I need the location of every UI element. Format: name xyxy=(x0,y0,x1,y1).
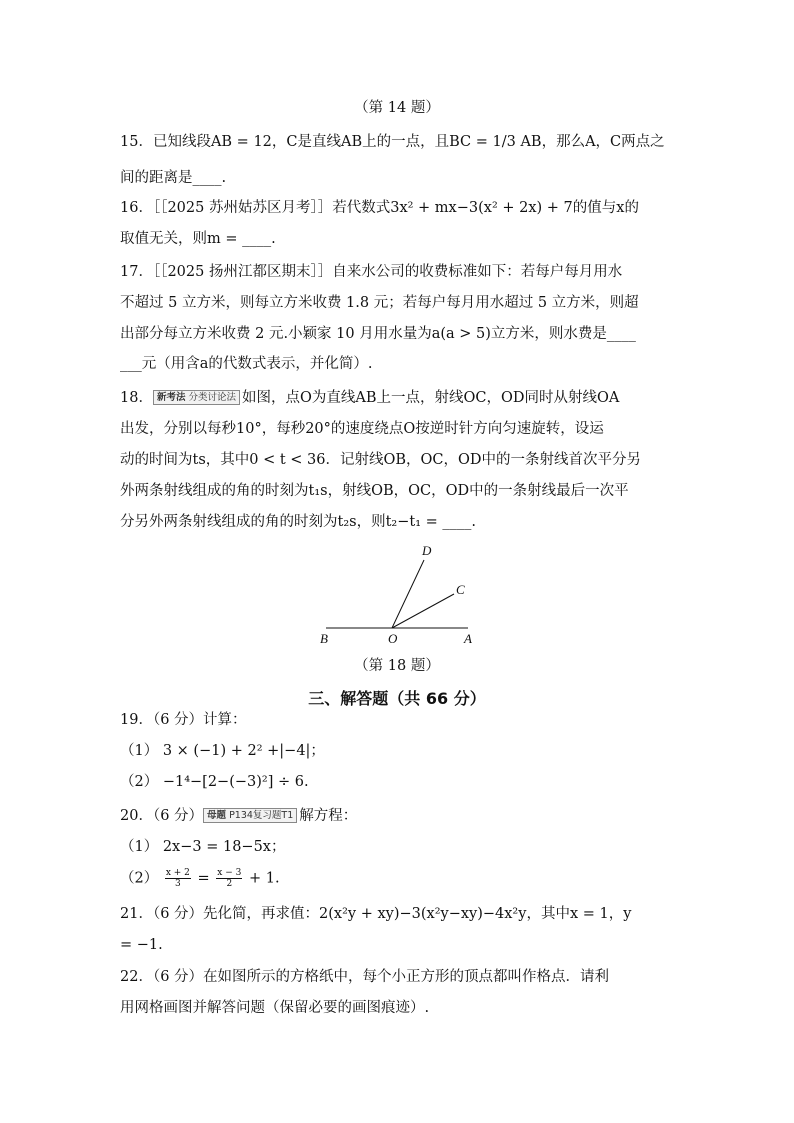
question-22-line-1: 22．（6 分）在如图所示的方格纸中，每个小正方形的顶点都叫作格点．请利 xyxy=(120,969,610,985)
question-18-line-3: 动的时间为ts，其中0 < t < 36．记射线OB，OC，OD中的一条射线首次平分另 xyxy=(120,452,642,468)
question-18-line-4: 外两条射线组成的角的时刻为t₁s，射线OB，OC，OD中的一条射线最后一次平 xyxy=(120,483,629,499)
question-17-line-1 xyxy=(120,262,622,282)
question-20-part-1: （1） 2x−3 = 18−5x； xyxy=(120,839,286,855)
question-15-line-2: 间的距离是____. xyxy=(120,170,227,186)
label-c: C xyxy=(456,582,465,597)
ray-od xyxy=(392,560,424,628)
question-20-number: 20．（6 分） xyxy=(120,808,204,824)
question-18-text: 如图，点O为直线AB上一点，射线OC，OD同时从射线OA xyxy=(241,390,620,406)
fraction-1 xyxy=(165,868,191,889)
label-o: O xyxy=(388,631,398,646)
question-17-source: ［［2025 扬州江都区期末］］ xyxy=(152,264,333,280)
question-20-tag-label: 母题 xyxy=(207,810,227,821)
question-20-part-2 xyxy=(120,868,280,889)
question-15-line-1: 15．已知线段AB = 12，C是直线AB上的一点，且BC = 1/3 AB，那么A，C两点之 xyxy=(120,134,665,150)
question-17-line-3: 出部分每立方米收费 2 元.小颖家 10 月用水量为a(a > 5)立方米，则水费是____ xyxy=(120,326,636,342)
question-18-line-5: 分另外两条射线组成的角的时刻为t₂s，则t₂−t₁ = ____. xyxy=(120,514,476,530)
question-20-stem xyxy=(120,806,357,826)
question-17-text: 自来水公司的收费标准如下：若每户每月用水 xyxy=(332,264,623,280)
question-16-source: ［［2025 苏州姑苏区月考］］ xyxy=(152,200,333,216)
question-20-tag xyxy=(203,808,297,823)
fraction-2-numerator: x − 3 xyxy=(217,868,242,878)
question-17-line-4: ___元（用含a的代数式表示，并化简）. xyxy=(120,356,373,372)
question-22-line-2: 用网格画图并解答问题（保留必要的画图痕迹）. xyxy=(120,1000,430,1016)
question-16-line-1 xyxy=(120,198,639,218)
question-20-text: 解方程： xyxy=(299,808,358,824)
figure-18-diagram xyxy=(310,542,490,652)
question-18-tag-text: 分类讨论法 xyxy=(188,392,236,403)
question-18-line-2: 出发，分别以每秒10°，每秒20°的速度绕点O按逆时针方向匀速旋转，设运 xyxy=(120,421,604,437)
figure-18-caption: （第 18 题） xyxy=(354,658,440,674)
question-18-tag-label: 新考法 xyxy=(156,392,186,403)
fraction-1-numerator: x + 2 xyxy=(165,868,190,878)
fraction-2 xyxy=(216,868,242,889)
question-16-line-2: 取值无关，则m = ____. xyxy=(120,231,276,247)
question-19-part-1: （1） 3 × (−1) + 2² +|−4|； xyxy=(120,743,325,759)
question-18-number: 18． xyxy=(120,390,153,406)
question-18-tag xyxy=(153,390,240,405)
question-20-part-2-suffix: + 1. xyxy=(248,870,280,887)
question-17-number: 17． xyxy=(120,264,153,280)
question-17-line-2: 不超过 5 立方米，则每立方米收费 1.8 元；若每户每月用水超过 5 立方米，则超 xyxy=(120,295,639,311)
fraction-1-denominator: 3 xyxy=(175,879,181,889)
figure-14-caption: （第 14 题） xyxy=(354,100,440,116)
label-d: D xyxy=(422,543,432,558)
question-19-stem: 19．（6 分）计算： xyxy=(120,712,247,728)
section-3-heading: 三、解答题（共 66 分） xyxy=(308,689,486,708)
fraction-2-denominator: 2 xyxy=(226,879,233,889)
question-19-part-2: （2） −1⁴−[2−(−3)²] ÷ 6. xyxy=(120,774,309,790)
question-16-text: 若代数式3x² + mx−3(x² + 2x) + 7的值与x的 xyxy=(332,200,639,216)
question-20-part-2-prefix: （2） xyxy=(120,870,159,887)
label-b: B xyxy=(320,631,328,646)
question-16-number: 16． xyxy=(120,200,153,216)
label-a: A xyxy=(464,631,472,646)
ray-oc xyxy=(392,594,454,628)
question-18-line-1 xyxy=(120,388,619,408)
question-21-line-1: 21．（6 分）先化简，再求值：2(x²y + xy)−3(x²y−xy)−4x²y，其中x = 1，y xyxy=(120,906,632,922)
equals-sign: = xyxy=(197,870,210,887)
question-21-line-2: = −1. xyxy=(120,937,163,953)
question-20-tag-text: P134复习题T1 xyxy=(229,810,294,821)
